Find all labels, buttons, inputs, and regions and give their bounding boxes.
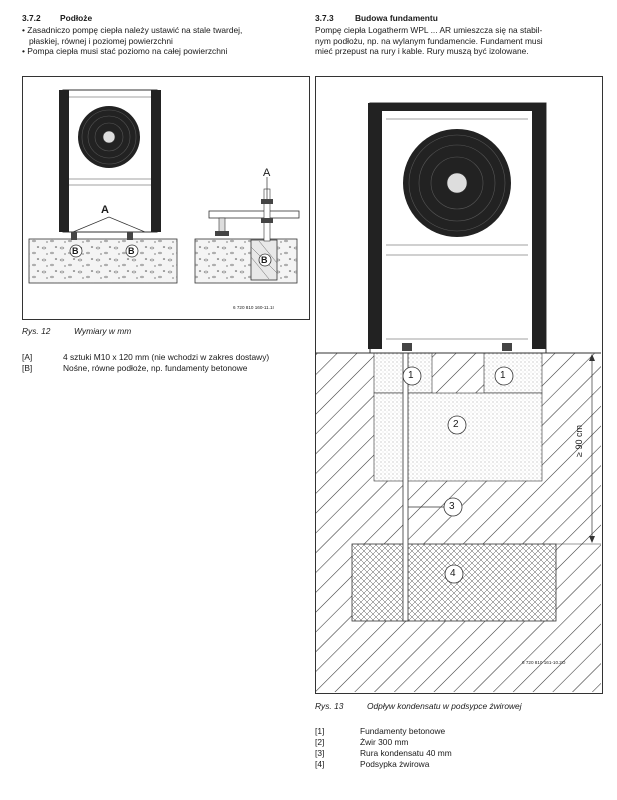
label-b-right: B bbox=[128, 246, 135, 256]
bullet-2: • Pompa ciepła musi stać poziomo na całej powierzchni bbox=[22, 46, 228, 56]
dimension-label: ≥ 90 cm bbox=[574, 425, 584, 457]
callout-3: 3 bbox=[449, 501, 455, 512]
paragraph-line-2: nym podłożu, np. na wylanym fundamencie. Fundament musi bbox=[315, 35, 543, 46]
figure-13-code: 6 720 810 161-10.2O bbox=[522, 660, 566, 665]
legend-b-text: Nośne, równe podłoże, np. fundamenty betonowe bbox=[63, 363, 248, 373]
caption-13-number: Rys. 13 bbox=[315, 701, 344, 711]
figure-12-code: 6 720 810 160-11.1I bbox=[233, 305, 274, 310]
callout-1-right: 1 bbox=[500, 370, 506, 381]
figure-13-frame bbox=[315, 76, 603, 694]
paragraph-line-1: Pompę ciepła Logatherm WPL ... AR umieszcza się na stabil- bbox=[315, 25, 543, 35]
legend-4-key: [4] bbox=[315, 759, 325, 769]
callout-4: 4 bbox=[450, 568, 456, 579]
bullet-1-line-2: płaskiej, równej i poziomej powierzchni bbox=[29, 35, 173, 46]
legend-3-key: [3] bbox=[315, 748, 325, 758]
section-number-3-7-2: 3.7.2 bbox=[22, 13, 41, 23]
figure-13-drawing bbox=[316, 77, 602, 693]
legend-2-text: Żwir 300 mm bbox=[360, 737, 409, 747]
label-a-detail: A bbox=[263, 167, 271, 179]
caption-13-text: Odpływ kondensatu w podsypce żwirowej bbox=[367, 701, 522, 711]
legend-a-key: [A] bbox=[22, 352, 33, 362]
figure-12-drawing bbox=[23, 77, 309, 319]
callout-2: 2 bbox=[453, 419, 459, 430]
paragraph-line-3: mieć przepust na rury i kable. Rury muszą być izolowane. bbox=[315, 46, 529, 56]
legend-b-key: [B] bbox=[22, 363, 33, 373]
figure-12-frame bbox=[22, 76, 310, 320]
bullet-1-line-1: • Zasadniczo pompę ciepła należy ustawić na stale twardej, bbox=[22, 25, 243, 35]
section-heading-budowa: Budowa fundamentu bbox=[355, 13, 438, 23]
section-number-3-7-3: 3.7.3 bbox=[315, 13, 334, 23]
section-heading-podloze: Podłoże bbox=[60, 13, 93, 23]
label-a-main: A bbox=[101, 204, 109, 216]
caption-12-number: Rys. 12 bbox=[22, 326, 51, 336]
legend-3-text: Rura kondensatu 40 mm bbox=[360, 748, 452, 758]
callout-1-left: 1 bbox=[408, 370, 414, 381]
legend-1-text: Fundamenty betonowe bbox=[360, 726, 446, 736]
legend-1-key: [1] bbox=[315, 726, 325, 736]
legend-4-text: Podsypka żwirowa bbox=[360, 759, 430, 769]
label-b-left: B bbox=[72, 246, 79, 256]
legend-2-key: [2] bbox=[315, 737, 325, 747]
caption-12-text: Wymiary w mm bbox=[74, 326, 132, 336]
label-b-detail: B bbox=[261, 255, 268, 265]
legend-a-text: 4 sztuki M10 x 120 mm (nie wchodzi w zakres dostawy) bbox=[63, 352, 270, 362]
